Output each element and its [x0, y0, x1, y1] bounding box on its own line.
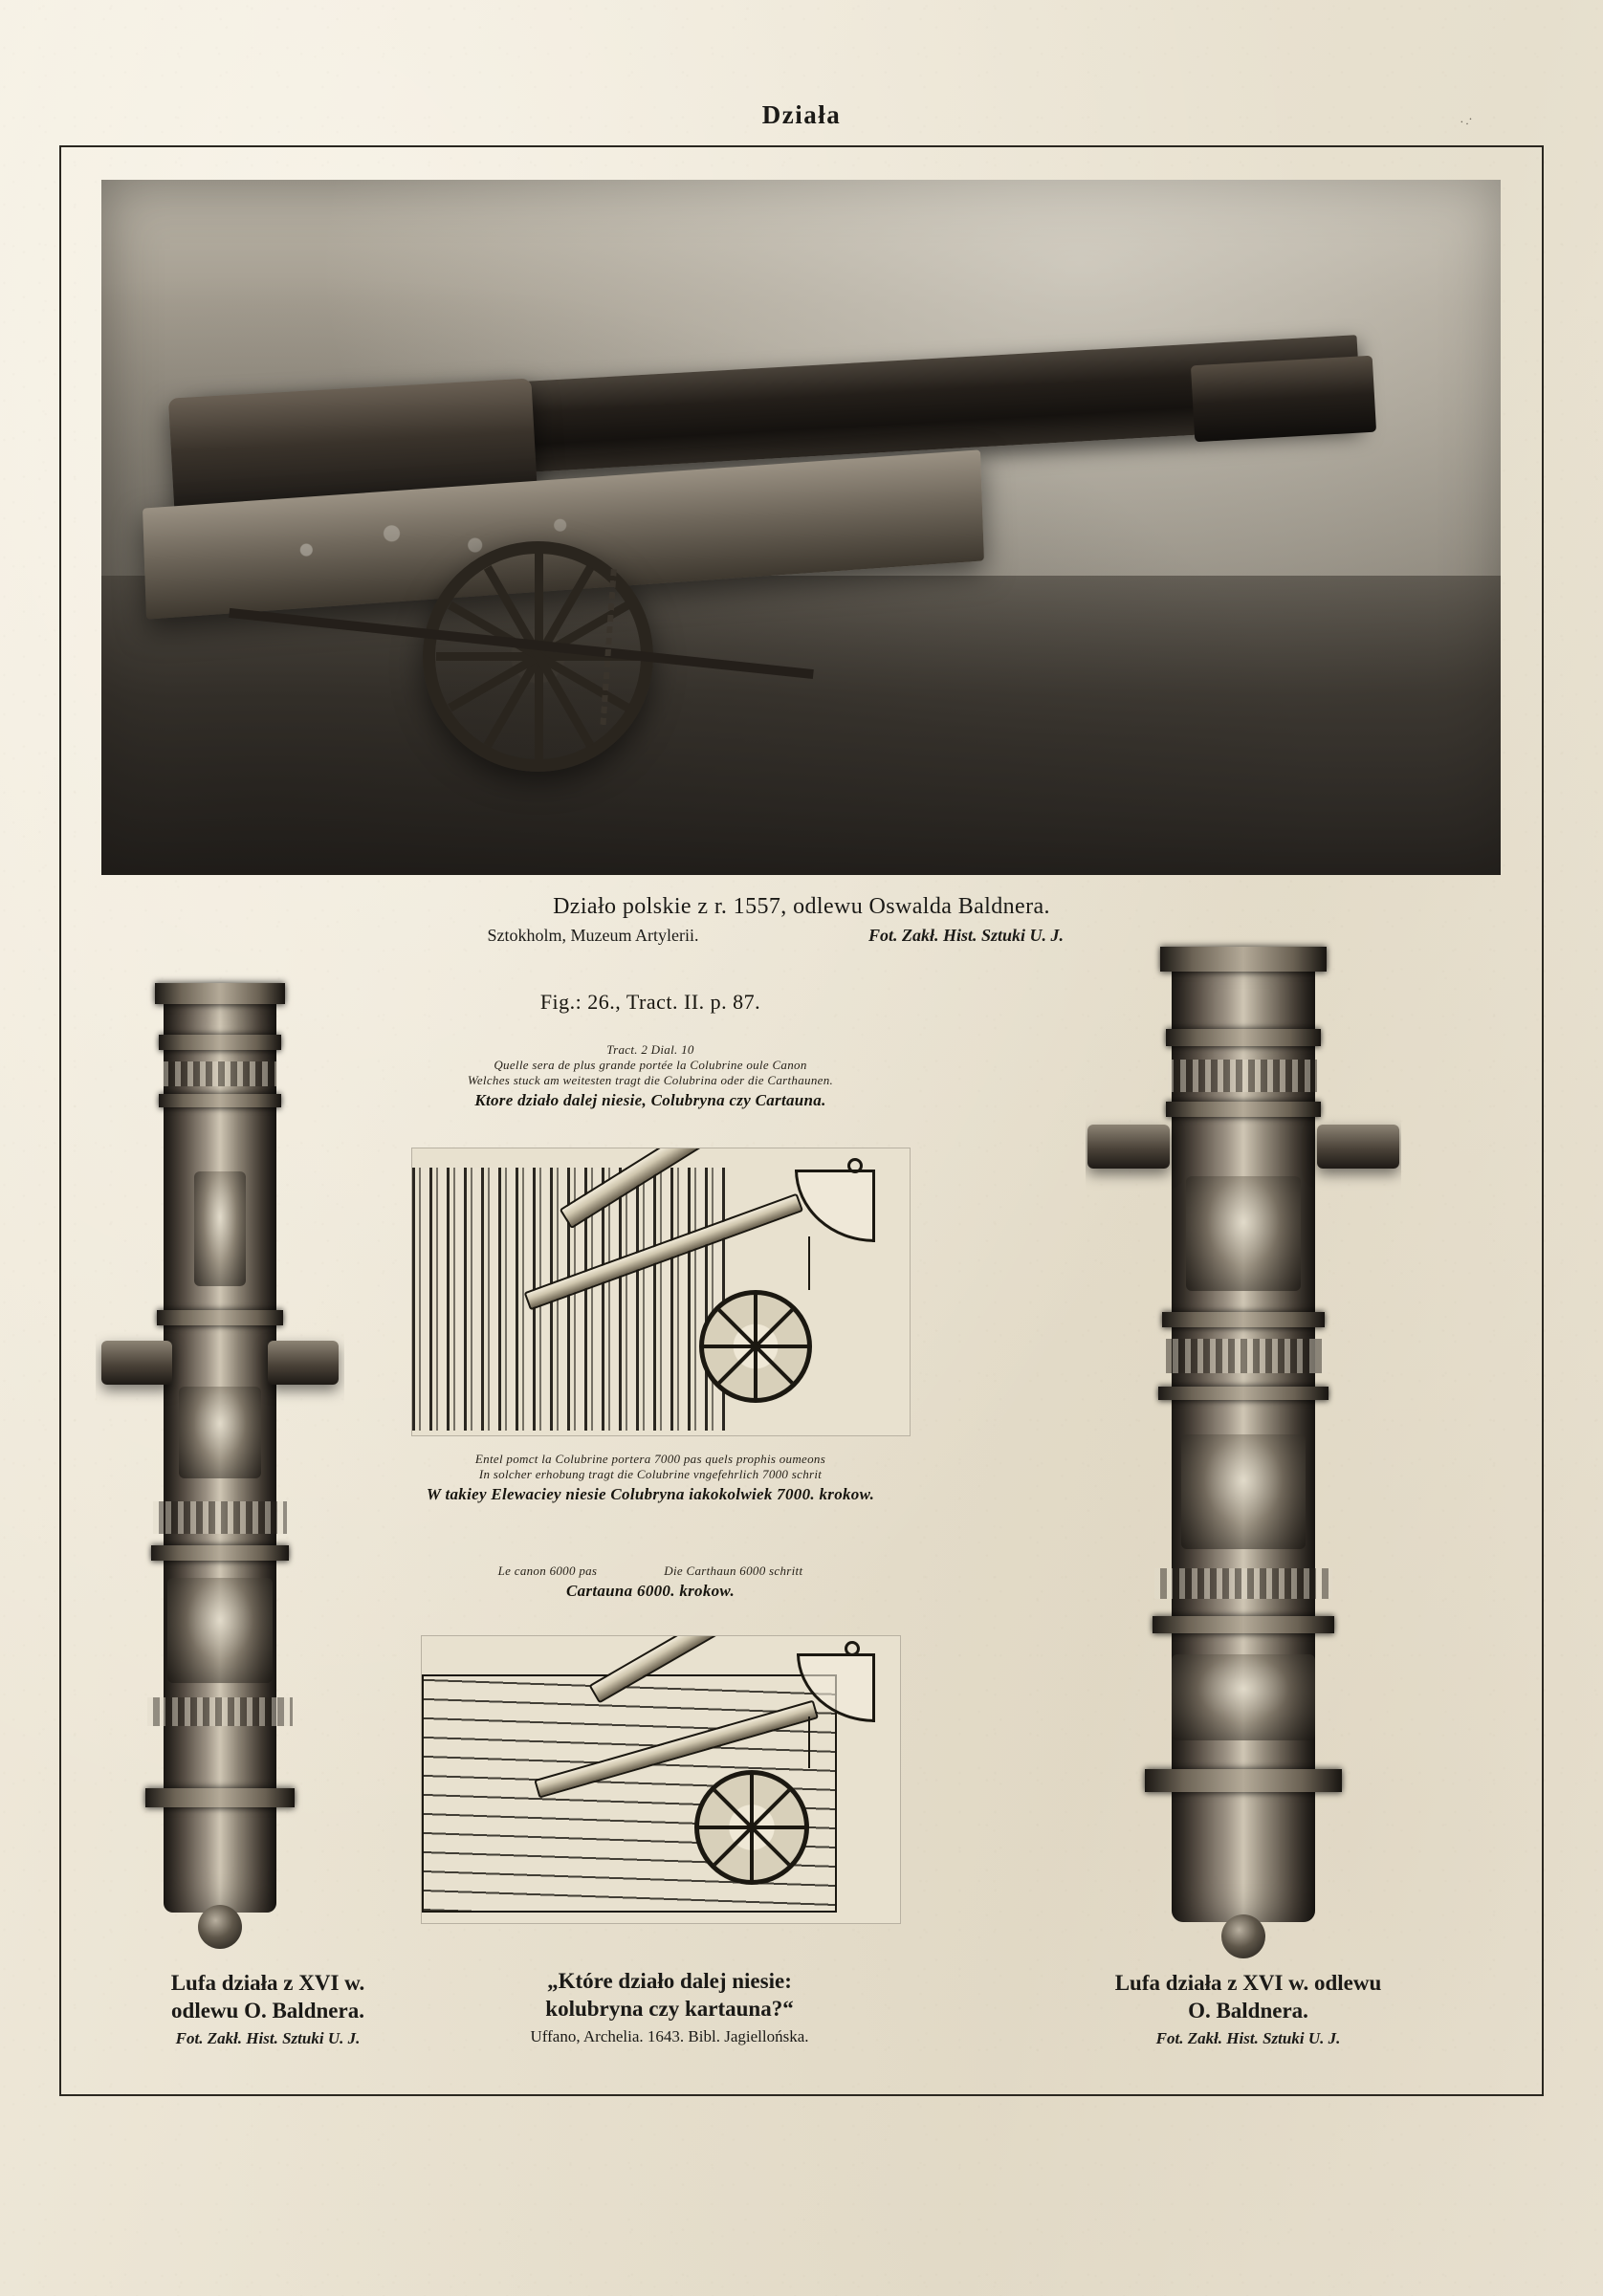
left-figure-caption	[67, 1970, 469, 2048]
left-barrel-cascabel	[198, 1905, 242, 1949]
engraving-upper-wheel	[699, 1290, 812, 1403]
left-barrel-ornament-2	[153, 1501, 287, 1534]
left-barrel-ornament-3	[147, 1697, 293, 1726]
right-barrel-caryatid-relief	[1186, 1176, 1301, 1291]
engraving-upper-plumb-line	[808, 1236, 810, 1290]
right-figure-title-line1: Lufa działa z XVI w. odlewu	[1114, 1971, 1382, 1995]
engraving-head-line-1: Tract. 2 Dial. 10	[606, 1042, 694, 1057]
engraving-head-line-2: Quelle sera de plus grande portée la Colubrine oule Canon	[494, 1058, 807, 1072]
cannon-muzzle	[1191, 356, 1376, 442]
right-figure-credit: Fot. Zakł. Hist. Sztuki U. J.	[1155, 2028, 1341, 2047]
right-barrel-ornament-3	[1154, 1568, 1332, 1599]
engraving-fig-number: Fig.: 26., Tract. II. p. 87.	[539, 990, 761, 1014]
right-barrel-relief-panel	[1181, 1434, 1306, 1549]
left-barrel-band-1	[159, 1035, 281, 1050]
left-barrel-ornament-1	[163, 1061, 277, 1086]
engraving-upper-illustration	[411, 1148, 911, 1436]
engraving-head-line-polish: Ktore działo dalej niesie, Colubryna czy Cartauna.	[474, 1091, 826, 1109]
engraving-header-block	[383, 1042, 918, 1110]
left-barrel-figure-relief	[194, 1171, 246, 1286]
engraving-lower-illustration	[421, 1635, 901, 1924]
engraving-upper-plumb-bob	[847, 1158, 863, 1173]
left-barrel-trunnion-left	[101, 1341, 172, 1385]
right-barrel-breech-relief	[1172, 1654, 1315, 1740]
running-head: Działa	[761, 100, 842, 129]
center-figure-title-line1: „Które działo dalej niesie:	[547, 1969, 792, 1993]
photo-left-cannon-barrel	[96, 966, 344, 1951]
left-barrel-band-4	[151, 1545, 289, 1561]
center-figure-title-line2: kolubryna czy kartauna?“	[545, 1996, 794, 2021]
left-figure-title-line1: Lufa działa z XVI w.	[170, 1971, 365, 1995]
left-barrel-breech-ring	[145, 1788, 295, 1807]
engraving-mid-line-1: Entel pomct la Colubrine portera 7000 pas quels prophis oumeons	[474, 1452, 826, 1466]
engraving-lower-plumb-line	[808, 1717, 810, 1768]
right-barrel-trunnion-right	[1317, 1125, 1399, 1169]
center-figure-caption	[459, 1968, 880, 2046]
right-barrel-band-5	[1153, 1616, 1334, 1633]
right-figure-title-line2: O. Baldnera.	[1188, 1998, 1308, 2023]
engraving-low-line-2: Die Carthaun 6000 schritt	[664, 1563, 803, 1578]
right-barrel-breech-ring	[1145, 1769, 1342, 1792]
engraving-figure-label	[383, 990, 918, 1015]
left-figure-title-line2: odlewu O. Baldnera.	[171, 1998, 364, 2023]
engraving-low-line-1: Le canon 6000 pas	[497, 1563, 598, 1578]
top-figure-location: Sztokholm, Muzeum Artylerii.	[487, 926, 699, 945]
left-figure-credit: Fot. Zakł. Hist. Sztuki U. J.	[175, 2028, 361, 2047]
right-barrel-band-4	[1158, 1387, 1329, 1400]
engraving-lower-plumb-bob	[845, 1641, 860, 1656]
right-barrel-band-3	[1162, 1312, 1325, 1327]
engraving-mid-line-2: In solcher erhobung tragt die Colubrine vngefehrlich 7000 schrit	[478, 1467, 823, 1481]
left-barrel-band-3	[157, 1310, 283, 1325]
right-barrel-trunnion-left	[1087, 1125, 1170, 1169]
right-barrel-ornament-1	[1168, 1060, 1319, 1092]
left-barrel-muzzle-ring	[155, 983, 285, 1004]
left-barrel-relief-panel	[167, 1578, 273, 1683]
left-barrel-band-2	[159, 1094, 281, 1107]
engraving-low-caption-block	[411, 1563, 889, 1601]
engraving-upper-quadrant	[795, 1170, 875, 1242]
right-barrel-cascabel	[1221, 1914, 1265, 1958]
left-barrel-caryatid-relief	[179, 1387, 261, 1478]
right-barrel-band-1	[1166, 1029, 1321, 1046]
engraving-lower-wheel	[694, 1770, 809, 1885]
right-figure-caption	[1033, 1970, 1463, 2048]
top-figure-credit: Fot. Zakł. Hist. Sztuki U. J.	[867, 926, 1065, 945]
engraving-mid-line-polish: W takiey Elewaciey niesie Colubryna iakokolwiek 7000. krokow.	[426, 1485, 875, 1503]
left-barrel-trunnion-right	[268, 1341, 339, 1385]
engraving-low-line-polish: Cartauna 6000. krokow.	[565, 1582, 735, 1600]
engraving-head-line-3: Welches stuck am weitesten tragt die Colubrina oder die Carthaunen.	[467, 1073, 834, 1087]
center-figure-source: Uffano, Archelia. 1643. Bibl. Jagiellońska.	[530, 2026, 809, 2045]
engraving-mid-caption-block	[383, 1452, 918, 1504]
right-barrel-muzzle-ring	[1160, 947, 1327, 972]
corner-pencil-mark: ·.·	[1457, 111, 1476, 129]
right-barrel-ornament-2	[1160, 1339, 1327, 1373]
photo-right-cannon-barrel	[1086, 937, 1401, 1960]
top-figure-caption: Działo polskie z r. 1557, odlewu Oswalda Baldnera.	[553, 894, 1050, 919]
right-barrel-band-2	[1166, 1102, 1321, 1117]
photo-polish-cannon-1557	[101, 180, 1501, 875]
